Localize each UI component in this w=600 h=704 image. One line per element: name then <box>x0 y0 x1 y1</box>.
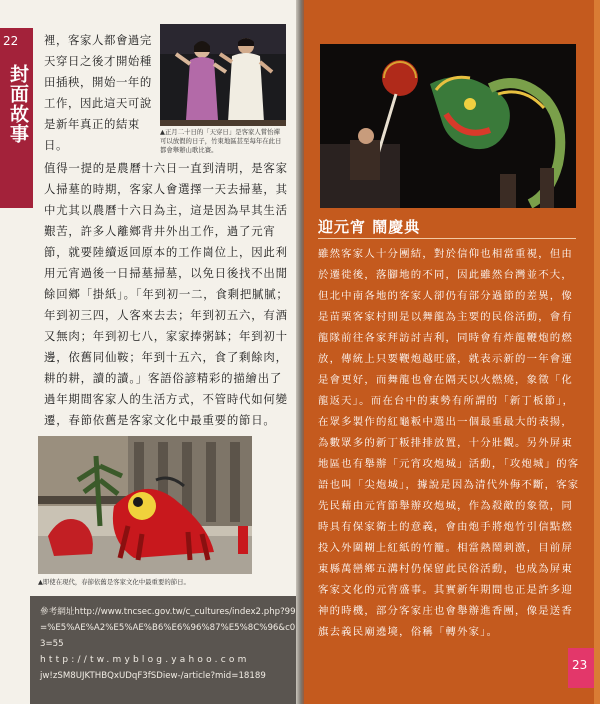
reference-line-2: http://tw.myblog.yahoo.com <box>40 655 250 665</box>
section-label: 封面故事 <box>7 64 29 144</box>
section-tab <box>0 28 33 208</box>
main-paragraph: 值得一提的是農曆十六日一直到清明，是客家人掃墓的時期，客家人會選擇一天去掃墓，其中尤其以農曆十六日為主，這是因為早其生活艱苦，許多人離鄉背井外出工作，過了元宵節，就要陸續返回原本的工作崗位上，因此利用元宵過後一日掃墓掃墓，以免日後找不出閒餘回鄉「掛紙」。「年到初一二，食剩把膩膩；年到初三四，人客來去去；年到初五六，有酒又無肉；年到初七八，家家捧粥缽；年到初十邊，依舊同仙鞍；年到十五六，食了剩餘肉，耕的耕，讀的讀。」客語俗諺精彩的描繪出了過年期間客家人的生活方式，不管時代如何變遷，春節依舊是客家文化中最重要的節日。 <box>44 161 289 427</box>
right-page <box>304 0 600 704</box>
reference-links <box>40 604 298 684</box>
singers-caption: ▲正月二十日的「天穿日」是客家人嘗怡禪可以放假的日子，竹東地區甚至每年在此日都會舉辦山歌比賽。 <box>160 128 282 154</box>
page-number-right: 23 <box>572 658 588 672</box>
lion-dance-photo <box>38 436 252 574</box>
page-number-left: 22 <box>3 34 19 48</box>
reference-line-1: 參考網址http://www.tncsec.gov.tw/c_cultures/index2.php?99=%E5%AE%A2%E5%AE%B6%E6%96%87%E5%8C%96&c03=55 <box>40 607 296 649</box>
page-edge <box>594 0 600 704</box>
top-paragraph: 裡，客家人都會過完天穿日之後才開始種田插秧，開始一年的工作，因此這天可說是新年真正的結束日。 <box>44 33 152 152</box>
reference-line-3: jw!zSM8UJKTHBQxUDqF3fSDiew-/article?mid=18189 <box>40 671 266 681</box>
right-heading: 迎元宵 鬧慶典 <box>318 218 421 236</box>
heading-divider <box>318 238 576 239</box>
singers-photo <box>160 24 286 126</box>
dragon-dance-photo <box>320 44 576 208</box>
right-paragraph: 雖然客家人十分團結，對於信仰也相當重視，但由於遷徙後，落腳地的不同，因此雖然台灣並不大，但北中南各地的客家人卻仍有部分過節的差異，像是苗栗客家村則是以舞龍為主要的民俗活動，會有龍隊前往各家拜訪討吉利，同時會有炸龍鞭炮的燃放，傳統上只要鞭炮越旺盛，就表示新的一年會運是會更好，而舞龍也會在隔天以火燃燒，象徵「化龍返天」。而在台中的東勢有所謂的「新丁板節」，在眾多製作的紅龜粄中選出一個最重最大的表揚，為數眾多的新丁粄排排放置，十分壯觀。另外屏東地區也有舉辦「元宵攻炮城」活動，「攻炮城」的客語也叫「尖炮城」，據說是因為清代外侮不斷，客家先民藉由元宵節舉辦攻炮城，作為殺敵的象徵，同時具有保家衛土的意義，會由炮手將炮竹引信點燃投入外圍糊上紅紙的竹籠。相當熱鬧刺激，目前屏東縣萬巒鄉五溝村仍保留此民俗活動，也成為屏東客家文化的元宵盛事。其實新年期間也正是許多迎神的時機，部分客家庄也會舉辦進香團，像是送香旗去義民廟遶境，俗稱「轉外家」。 <box>318 248 580 638</box>
lion-dance-caption: ▲即使在現代，春節依舊是客家文化中最重要的節日。 <box>38 578 190 586</box>
